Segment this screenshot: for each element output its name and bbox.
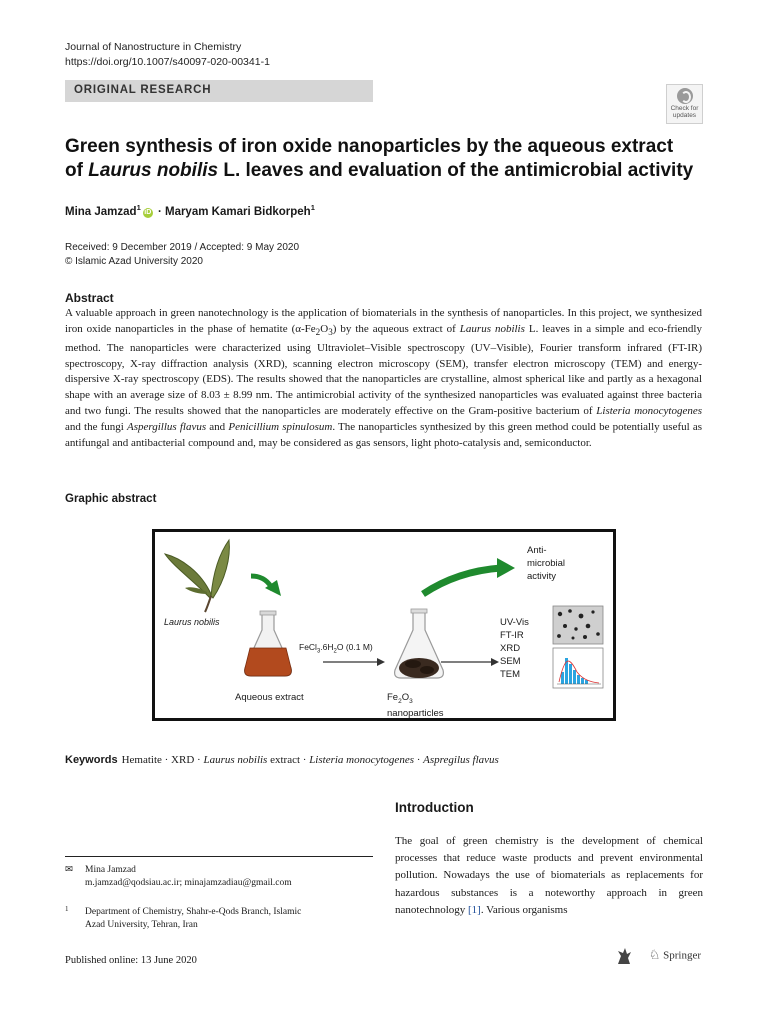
journal-name: Journal of Nanostructure in Chemistry — [65, 41, 242, 53]
publisher-logo: ♘ Springer — [614, 946, 701, 966]
citation-link[interactable]: [1] — [468, 903, 481, 916]
laurel-leaves-icon — [165, 540, 229, 612]
author-list: Mina Jamzad$^1$iD · Maryam Kamari Bidkorpeh$^1$ — [65, 203, 315, 218]
introduction-text: The goal of green chemistry is the development of chemical processes that reduce waste products and prevent environmental pollution. Nowadays the use of biomaterials as replacements for hazardous substances is a noteworthy approach in green nanotechnology [1]. Various organisms — [395, 835, 703, 916]
contact-email[interactable]: m.jamzad@qodsiau.ac.ir; minajamzadiau@gmail.com — [85, 878, 292, 888]
springer-horse-icon — [614, 946, 634, 966]
flask-extract-icon — [245, 611, 292, 676]
nanoparticle-label: $Fe_2O_3$ nanoparticles — [387, 692, 444, 719]
abstract-text: A valuable approach in green nanotechnology is the application of biomaterials in the synthesis of nanoparticles. In this project, we synthesized iron oxide nanoparticles in the phase of hematite $(\alpha-Fe_2O_3)$ by the aqueous extract of Laurus nobilis L. leaves in a simple and eco-friendly method. The nanoparticles were characterized using Ultraviolet–Visible spectroscopy (UV–Visible), Fourier transform infrared (FT-IR) spectroscopy, X-ray diffraction analysis (XRD), scanning electron microscopy (SEM), transfer electron microscopy (TEM) and energy-dispersive X-ray spectroscopy (EDS). The results showed that the nanoparticles are crystalline, almost spherical like and partly as a hexagonal shape with an average size of 8.03 ± 8.99 nm. The antimicrobial activity of the synthesized nanoparticles was evaluated against three bacteria and two fungi. The results showed that the nanoparticles are moderately effective on the Gram-positive bacterium of Listeria monocytogenes and the fungi Aspergillus flavus and Penicillium spinulosum. The nanoparticles synthesized by this green method could be potentially useful as antifungal and antibacterial compound and, may be considered as gas sensors, light photo-catalysis and, semiconductor. — [65, 307, 703, 449]
plant-label: Laurus nobilis — [164, 617, 220, 627]
activity-arrow-icon — [423, 568, 501, 594]
article-category: ORIGINAL RESEARCH — [74, 84, 212, 96]
copyright: © Islamic Azad University 2020 — [65, 256, 203, 267]
abstract-heading: Abstract — [65, 291, 114, 305]
sem-image-icon — [553, 606, 603, 644]
check-for-updates-badge[interactable] — [666, 84, 703, 124]
title-species: Laurus nobilis — [88, 160, 219, 181]
publisher-name: Springer — [663, 949, 702, 962]
flask-nanoparticles-icon — [395, 609, 444, 678]
corresponding-author — [65, 864, 292, 890]
affiliation: 1 Department of Chemistry, Shahr-e-Qods Branch, Islamic Azad University, Tehran, Iran — [65, 905, 302, 930]
check-updates-icon — [677, 88, 693, 104]
extract-label: Aqueous extract — [235, 692, 304, 703]
author-1[interactable]: Mina Jamzad — [65, 205, 137, 218]
techniques-list: UV-Vis FT-IR XRD SEM TEM — [500, 617, 529, 680]
introduction-heading: Introduction — [395, 800, 474, 815]
graphic-abstract-figure — [152, 529, 616, 721]
orcid-icon[interactable]: iD — [144, 208, 152, 216]
check-updates-line1: Check for — [670, 105, 699, 112]
title-line-1: Green synthesis of iron oxide nanoparticles by the aqueous extract — [65, 136, 674, 157]
received-accepted: Received: 9 December 2019 / Accepted: 9 May 2020 — [65, 242, 300, 253]
article-category-bar — [65, 80, 373, 102]
author-2[interactable]: Maryam Kamari Bidkorpeh — [164, 205, 311, 218]
article-dates — [65, 241, 299, 269]
published-date: Published online: 13 June 2020 — [65, 955, 197, 966]
graphic-abstract-heading: Graphic abstract — [65, 493, 157, 505]
keywords-label: Keywords — [65, 754, 118, 766]
title-line-2: of Laurus nobilis L. leaves and evaluation of the antimicrobial activity — [65, 160, 694, 181]
reagent-label: $FeCl_3.6H_2O$ (0.1 M) — [299, 642, 373, 655]
check-updates-line2: updates — [672, 112, 697, 119]
envelope-icon: ✉ — [65, 865, 73, 875]
contact-name: Mina Jamzad — [85, 865, 136, 875]
keywords-line: Keywords Hematite · XRD · Laurus nobilis extract · Listeria monocytogenes · Aspregilus flavus — [65, 754, 499, 766]
article-title — [65, 135, 705, 183]
size-histogram-icon — [553, 648, 603, 688]
activity-label: Anti- microbial activity — [527, 545, 566, 582]
doi-link[interactable]: https://doi.org/10.1007/s40097-020-00341-1 — [65, 56, 270, 68]
footnote-divider — [65, 856, 373, 857]
